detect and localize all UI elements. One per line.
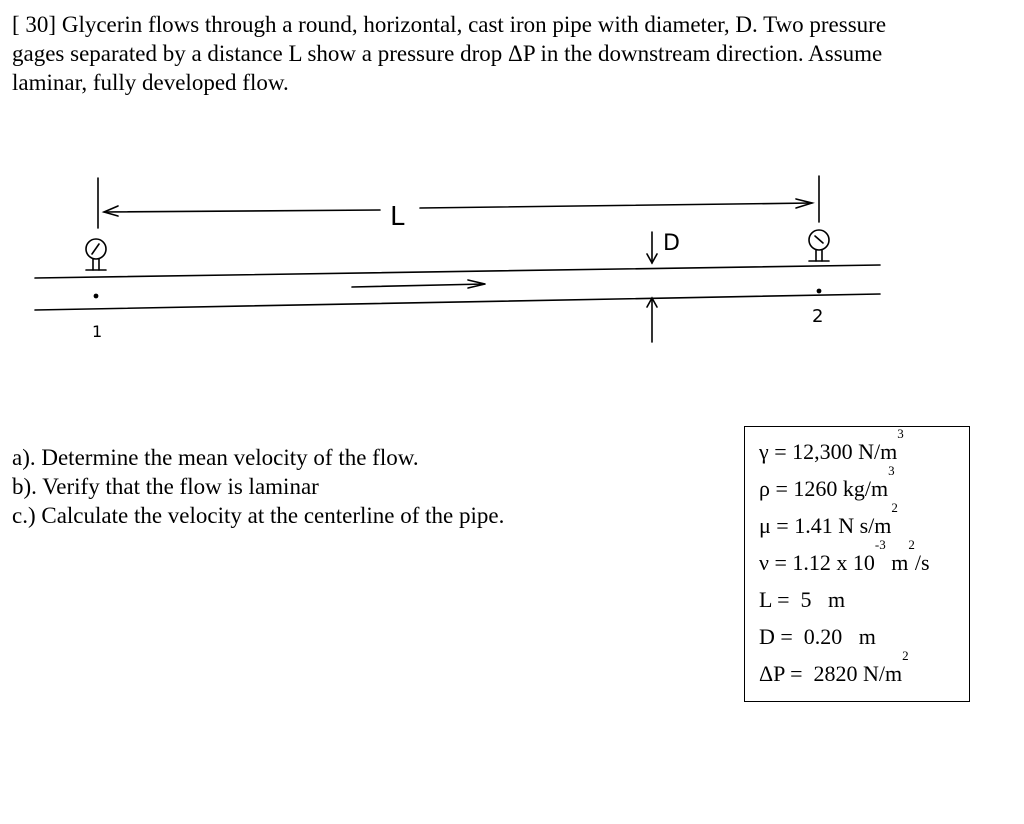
- property-density: ρ = 1260 $kg/m^3$: [759, 463, 895, 501]
- property-specific-weight: γ = 12,300 $N/m^3$: [759, 426, 904, 464]
- question-list: [12, 443, 712, 530]
- pressure-gage-1-icon: [86, 239, 106, 270]
- flow-arrow-shaft: [352, 284, 485, 287]
- problem-points: [ 30]: [12, 12, 57, 37]
- length-dimension-line-right: [420, 203, 812, 208]
- property-diameter: D = 0.20 m: [759, 624, 876, 649]
- pressure-tap-2: [817, 289, 822, 294]
- problem-text: Glycerin flows through a round, horizontal, cast iron pipe with diameter, D. Two pressure gages separated by a distance L show a pressure drop ΔP in the downstream direction. Assume laminar, fully developed flow.: [12, 12, 887, 95]
- property-length: L = 5 m: [759, 587, 846, 612]
- question-a: a). Determine the mean velocity of the flow.: [12, 445, 419, 470]
- property-kinematic-viscosity: ν = 1.12 x $10^{-3}$ $m^2/s$: [759, 537, 930, 575]
- diameter-label: D: [663, 231, 680, 256]
- station-2-label: 2: [812, 306, 824, 327]
- question-c: c.) Calculate the velocity at the centerline of the pipe.: [12, 503, 505, 528]
- property-pressure-drop: ΔP = 2820 $N/m^2$: [759, 648, 909, 686]
- length-label: L: [390, 202, 405, 232]
- question-b: b). Verify that the flow is laminar: [12, 474, 319, 499]
- given-properties-box: [744, 426, 970, 702]
- station-1-label: 1: [92, 322, 103, 341]
- pressure-gage-2-icon: [809, 230, 829, 261]
- property-dynamic-viscosity: μ = 1.41 N $s/m^2$: [759, 500, 898, 538]
- pipe-top-wall: [35, 265, 880, 278]
- pressure-tap-1: [94, 294, 99, 299]
- pipe-bottom-wall: [35, 294, 880, 310]
- length-dimension-line-left: [104, 210, 380, 212]
- problem-statement: [12, 10, 932, 97]
- length-arrow-left: [104, 206, 118, 216]
- pipe-diagram: [0, 170, 900, 350]
